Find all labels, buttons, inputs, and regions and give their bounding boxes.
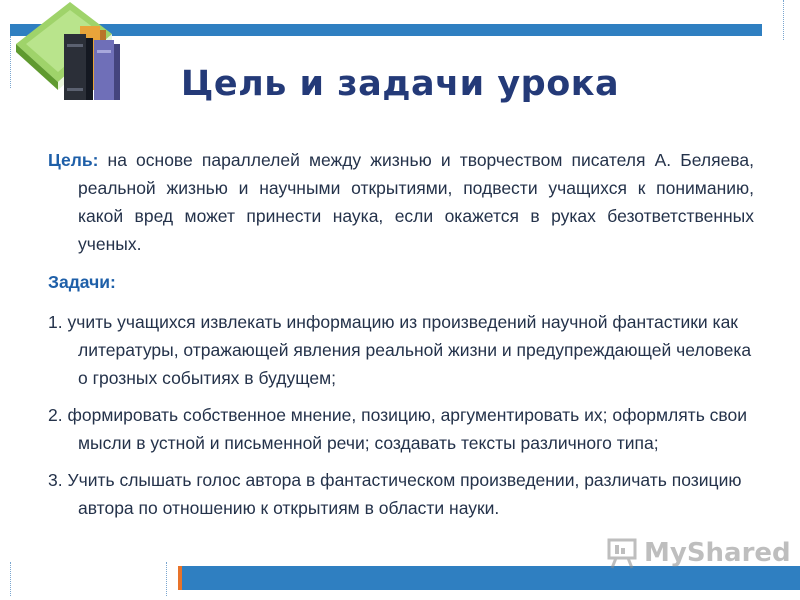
- tasks-label: Задачи:: [48, 272, 116, 292]
- task-item-3: 3. Учить слышать голос автора в фантастическом произведении, различать позицию автора по отношению к открытиям в области науки.: [48, 470, 742, 518]
- mid-dotted-guide-bottom: [166, 562, 167, 596]
- page-title: Цель и задачи урока: [180, 64, 620, 104]
- left-dotted-guide-bottom: [10, 562, 11, 596]
- task-item-1: 1. учить учащихся извлекать информацию из произведений научной фантастики как литературы, отражающей явления реальной жизни и предупреждающей человека о грозных событиях в будущем;: [48, 312, 752, 388]
- right-dotted-guide-top: [783, 0, 784, 40]
- task-item-2: 2. формировать собственное мнение, позицию, аргументировать их; оформлять свои мысли в устной и письменной речи; создавать тексты различного типа;: [48, 405, 748, 453]
- watermark-text: MyShared: [644, 538, 791, 568]
- goal-paragraph: [48, 146, 754, 258]
- goal-text: на основе параллелей между жизнью и творчеством писателя А. Беляева, реальной жизнью и научными открытиями, подвести учащихся к пониманию, какой вред может принести наука, если окажется в руках безответственных ученых.: [78, 150, 754, 254]
- presentation-board-icon: [606, 536, 640, 570]
- slide-content: [48, 146, 754, 531]
- goal-label: Цель:: [48, 150, 99, 170]
- watermark-logo: [606, 536, 791, 570]
